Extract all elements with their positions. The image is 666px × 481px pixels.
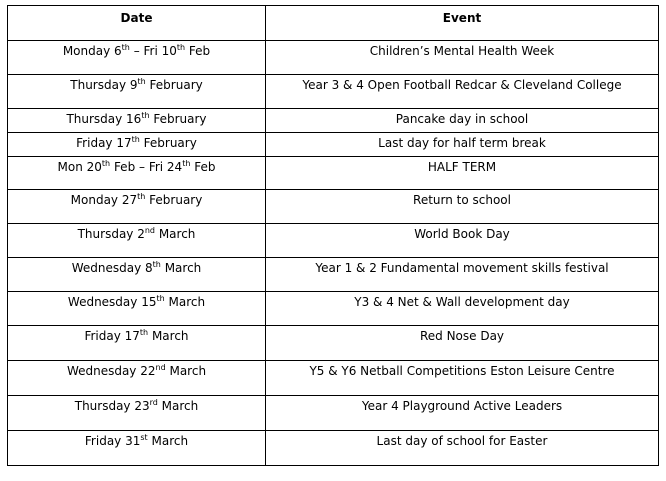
date-column-header: Date — [8, 6, 266, 41]
date-text: Thursday 9 — [70, 78, 138, 92]
table-row — [8, 431, 659, 466]
event-column-header: Event — [266, 6, 659, 41]
date-ordinal-suffix: rd — [149, 398, 158, 407]
event-cell: Year 1 & 2 Fundamental movement skills festival — [266, 258, 659, 292]
table-row — [8, 326, 659, 361]
date-text: February — [139, 136, 197, 150]
date-text: March — [164, 295, 206, 309]
table-row — [8, 361, 659, 396]
table-row — [8, 258, 659, 292]
date-cell — [8, 431, 266, 466]
event-cell: Year 4 Playground Active Leaders — [266, 396, 659, 431]
date-text: March — [147, 434, 189, 448]
table-row — [8, 109, 659, 133]
date-text: Wednesday 22 — [66, 364, 156, 378]
date-text: March — [155, 227, 196, 241]
date-ordinal-suffix: th — [121, 43, 130, 52]
date-cell — [8, 326, 266, 361]
table-row — [8, 133, 659, 157]
event-cell: Children’s Mental Health Week — [266, 41, 659, 75]
date-cell — [8, 224, 266, 258]
date-text: March — [165, 364, 207, 378]
date-ordinal-suffix: nd — [155, 363, 166, 372]
date-text: Thursday 23 — [74, 399, 150, 413]
date-cell — [8, 133, 266, 157]
header-row — [8, 6, 659, 41]
date-cell — [8, 361, 266, 396]
event-cell: Pancake day in school — [266, 109, 659, 133]
date-ordinal-suffix: th — [139, 328, 149, 337]
event-cell: Last day of school for Easter — [266, 431, 659, 466]
table-row — [8, 190, 659, 224]
date-ordinal-suffix: th — [176, 43, 186, 52]
event-cell: Y5 & Y6 Netball Competitions Eston Leisure Centre — [266, 361, 659, 396]
date-ordinal-suffix: th — [182, 159, 191, 168]
date-ordinal-suffix: th — [137, 77, 146, 86]
date-text: February — [145, 193, 203, 207]
date-ordinal-suffix: th — [137, 192, 146, 201]
date-ordinal-suffix: nd — [144, 226, 155, 235]
date-text: Wednesday 8 — [71, 261, 153, 275]
date-text: Wednesday 15 — [67, 295, 157, 309]
table-row — [8, 292, 659, 326]
table-row — [8, 41, 659, 75]
date-cell — [8, 41, 266, 75]
event-cell: Red Nose Day — [266, 326, 659, 361]
date-cell — [8, 75, 266, 109]
date-text: Friday 31 — [84, 434, 141, 448]
table-row — [8, 75, 659, 109]
date-text: – Fri 10 — [129, 44, 177, 58]
date-text: March — [148, 329, 189, 343]
date-ordinal-suffix: st — [140, 433, 148, 442]
date-cell — [8, 157, 266, 190]
date-ordinal-suffix: th — [101, 159, 111, 168]
table-row — [8, 224, 659, 258]
date-text: Monday 27 — [70, 193, 138, 207]
date-ordinal-suffix: th — [131, 135, 140, 144]
date-text: March — [157, 399, 199, 413]
date-text: February — [149, 112, 207, 126]
date-text: February — [145, 78, 203, 92]
date-text: Monday 6 — [62, 44, 122, 58]
date-text: Feb – Fri 24 — [110, 160, 183, 174]
date-ordinal-suffix: th — [156, 294, 165, 303]
table-row — [8, 157, 659, 190]
event-cell: Year 3 & 4 Open Football Redcar & Cleveland College — [266, 75, 659, 109]
date-cell — [8, 190, 266, 224]
date-text: Friday 17 — [84, 329, 140, 343]
event-cell: Y3 & 4 Net & Wall development day — [266, 292, 659, 326]
date-text: Thursday 2 — [77, 227, 145, 241]
date-text: Friday 17 — [76, 136, 132, 150]
date-cell — [8, 109, 266, 133]
event-cell: World Book Day — [266, 224, 659, 258]
event-cell: HALF TERM — [266, 157, 659, 190]
table-row — [8, 396, 659, 431]
date-ordinal-suffix: th — [141, 111, 150, 120]
date-ordinal-suffix: th — [152, 260, 161, 269]
date-cell — [8, 258, 266, 292]
date-text: Feb — [185, 44, 211, 58]
event-cell: Last day for half term break — [266, 133, 659, 157]
date-cell — [8, 292, 266, 326]
date-text: Mon 20 — [57, 160, 102, 174]
event-cell: Return to school — [266, 190, 659, 224]
date-text: March — [160, 261, 202, 275]
table-body — [8, 41, 659, 466]
date-text: Thursday 16 — [66, 112, 142, 126]
events-table — [7, 5, 659, 466]
date-cell — [8, 396, 266, 431]
date-text: Feb — [190, 160, 216, 174]
